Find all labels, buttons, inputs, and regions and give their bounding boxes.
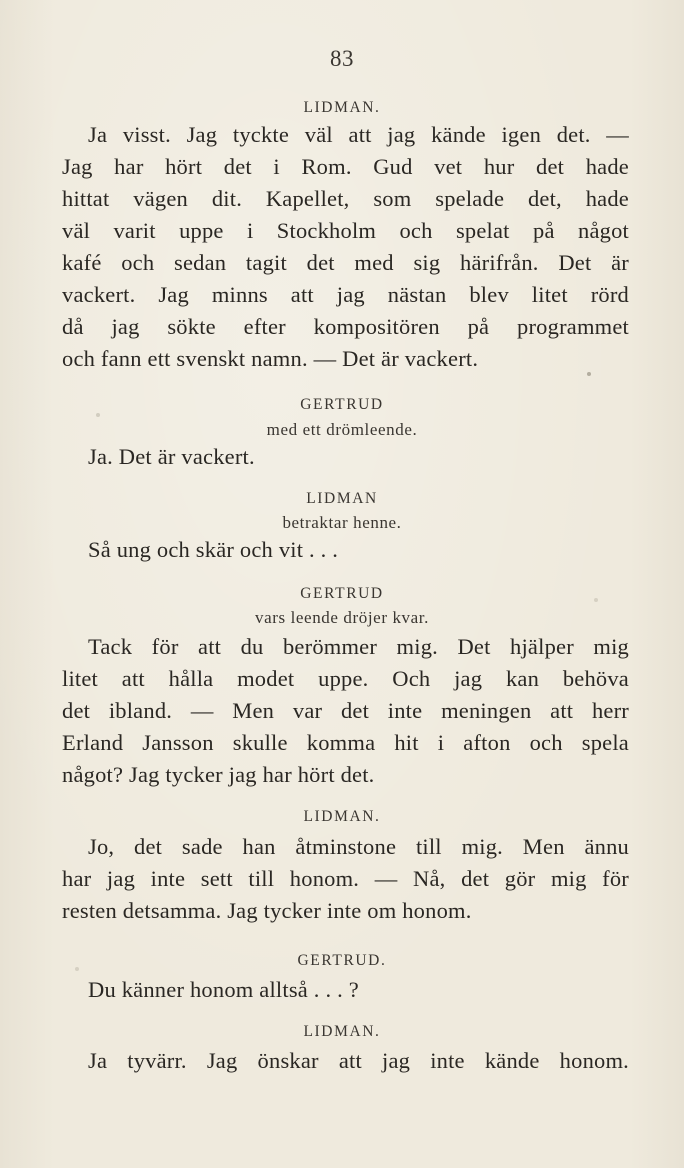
speaker-name: LIDMAN [306,490,378,507]
dialogue-line: vackert. Jag minns att jag nästan blev litet rörd [62,282,629,307]
dialogue-line: Ja. Det är vackert. [88,444,255,469]
speaker-name: GERTRUD. [297,952,387,969]
dialogue-line: Jo, det sade han åtminstone till mig. Men ännu [88,834,629,859]
stage-direction: med ett drömleende. [266,420,418,439]
dialogue-line: Du känner honom alltså . . . ? [88,977,359,1002]
dialogue-line: det ibland. — Men var det inte meningen att herr [62,698,629,723]
dialogue-line: resten detsamma. Jag tycker inte om honom. [62,898,472,923]
dialogue-line: Jag har hört det i Rom. Gud vet hur det hade [62,154,629,179]
paper-speck [594,598,598,602]
speaker-name: GERTRUD [300,585,384,602]
dialogue-line: litet att hålla modet uppe. Och jag kan behöva [62,666,629,691]
dialogue-line: Ja visst. Jag tyckte väl att jag kände igen det. — [88,122,629,147]
dialogue-line: väl varit uppe i Stockholm och spelat på något [62,218,629,243]
dialogue-line: hittat vägen dit. Kapellet, som spelade det, hade [62,186,629,211]
dialogue-line: Tack för att du berömmer mig. Det hjälper mig [88,634,629,659]
dialogue-line: Så ung och skär och vit . . . [88,537,339,562]
paper-speck [96,413,100,417]
paper-speck [75,967,79,971]
dialogue-line: och fann ett svenskt namn. — Det är vackert. [62,346,479,371]
stage-direction: vars leende dröjer kvar. [255,608,429,627]
dialogue-line: kafé och sedan tagit det med sig härifrån. Det är [62,250,629,275]
page-number: 83 [330,46,354,71]
speaker-name: GERTRUD [300,396,384,413]
stage-direction: betraktar henne. [282,513,402,532]
dialogue-line: då jag sökte efter kompositören på programmet [62,314,629,339]
paper-speck [587,372,591,376]
dialogue-line: har jag inte sett till honom. — Nå, det gör mig för [62,866,629,891]
dialogue-line: Erland Jansson skulle komma hit i afton och spela [62,730,629,755]
dialogue-line: Ja tyvärr. Jag önskar att jag inte kände honom. [88,1048,629,1073]
speaker-name: LIDMAN. [303,99,381,116]
speaker-name: LIDMAN. [303,808,381,825]
speaker-name: LIDMAN. [303,1023,381,1040]
dialogue-line: något? Jag tycker jag har hört det. [62,762,375,787]
